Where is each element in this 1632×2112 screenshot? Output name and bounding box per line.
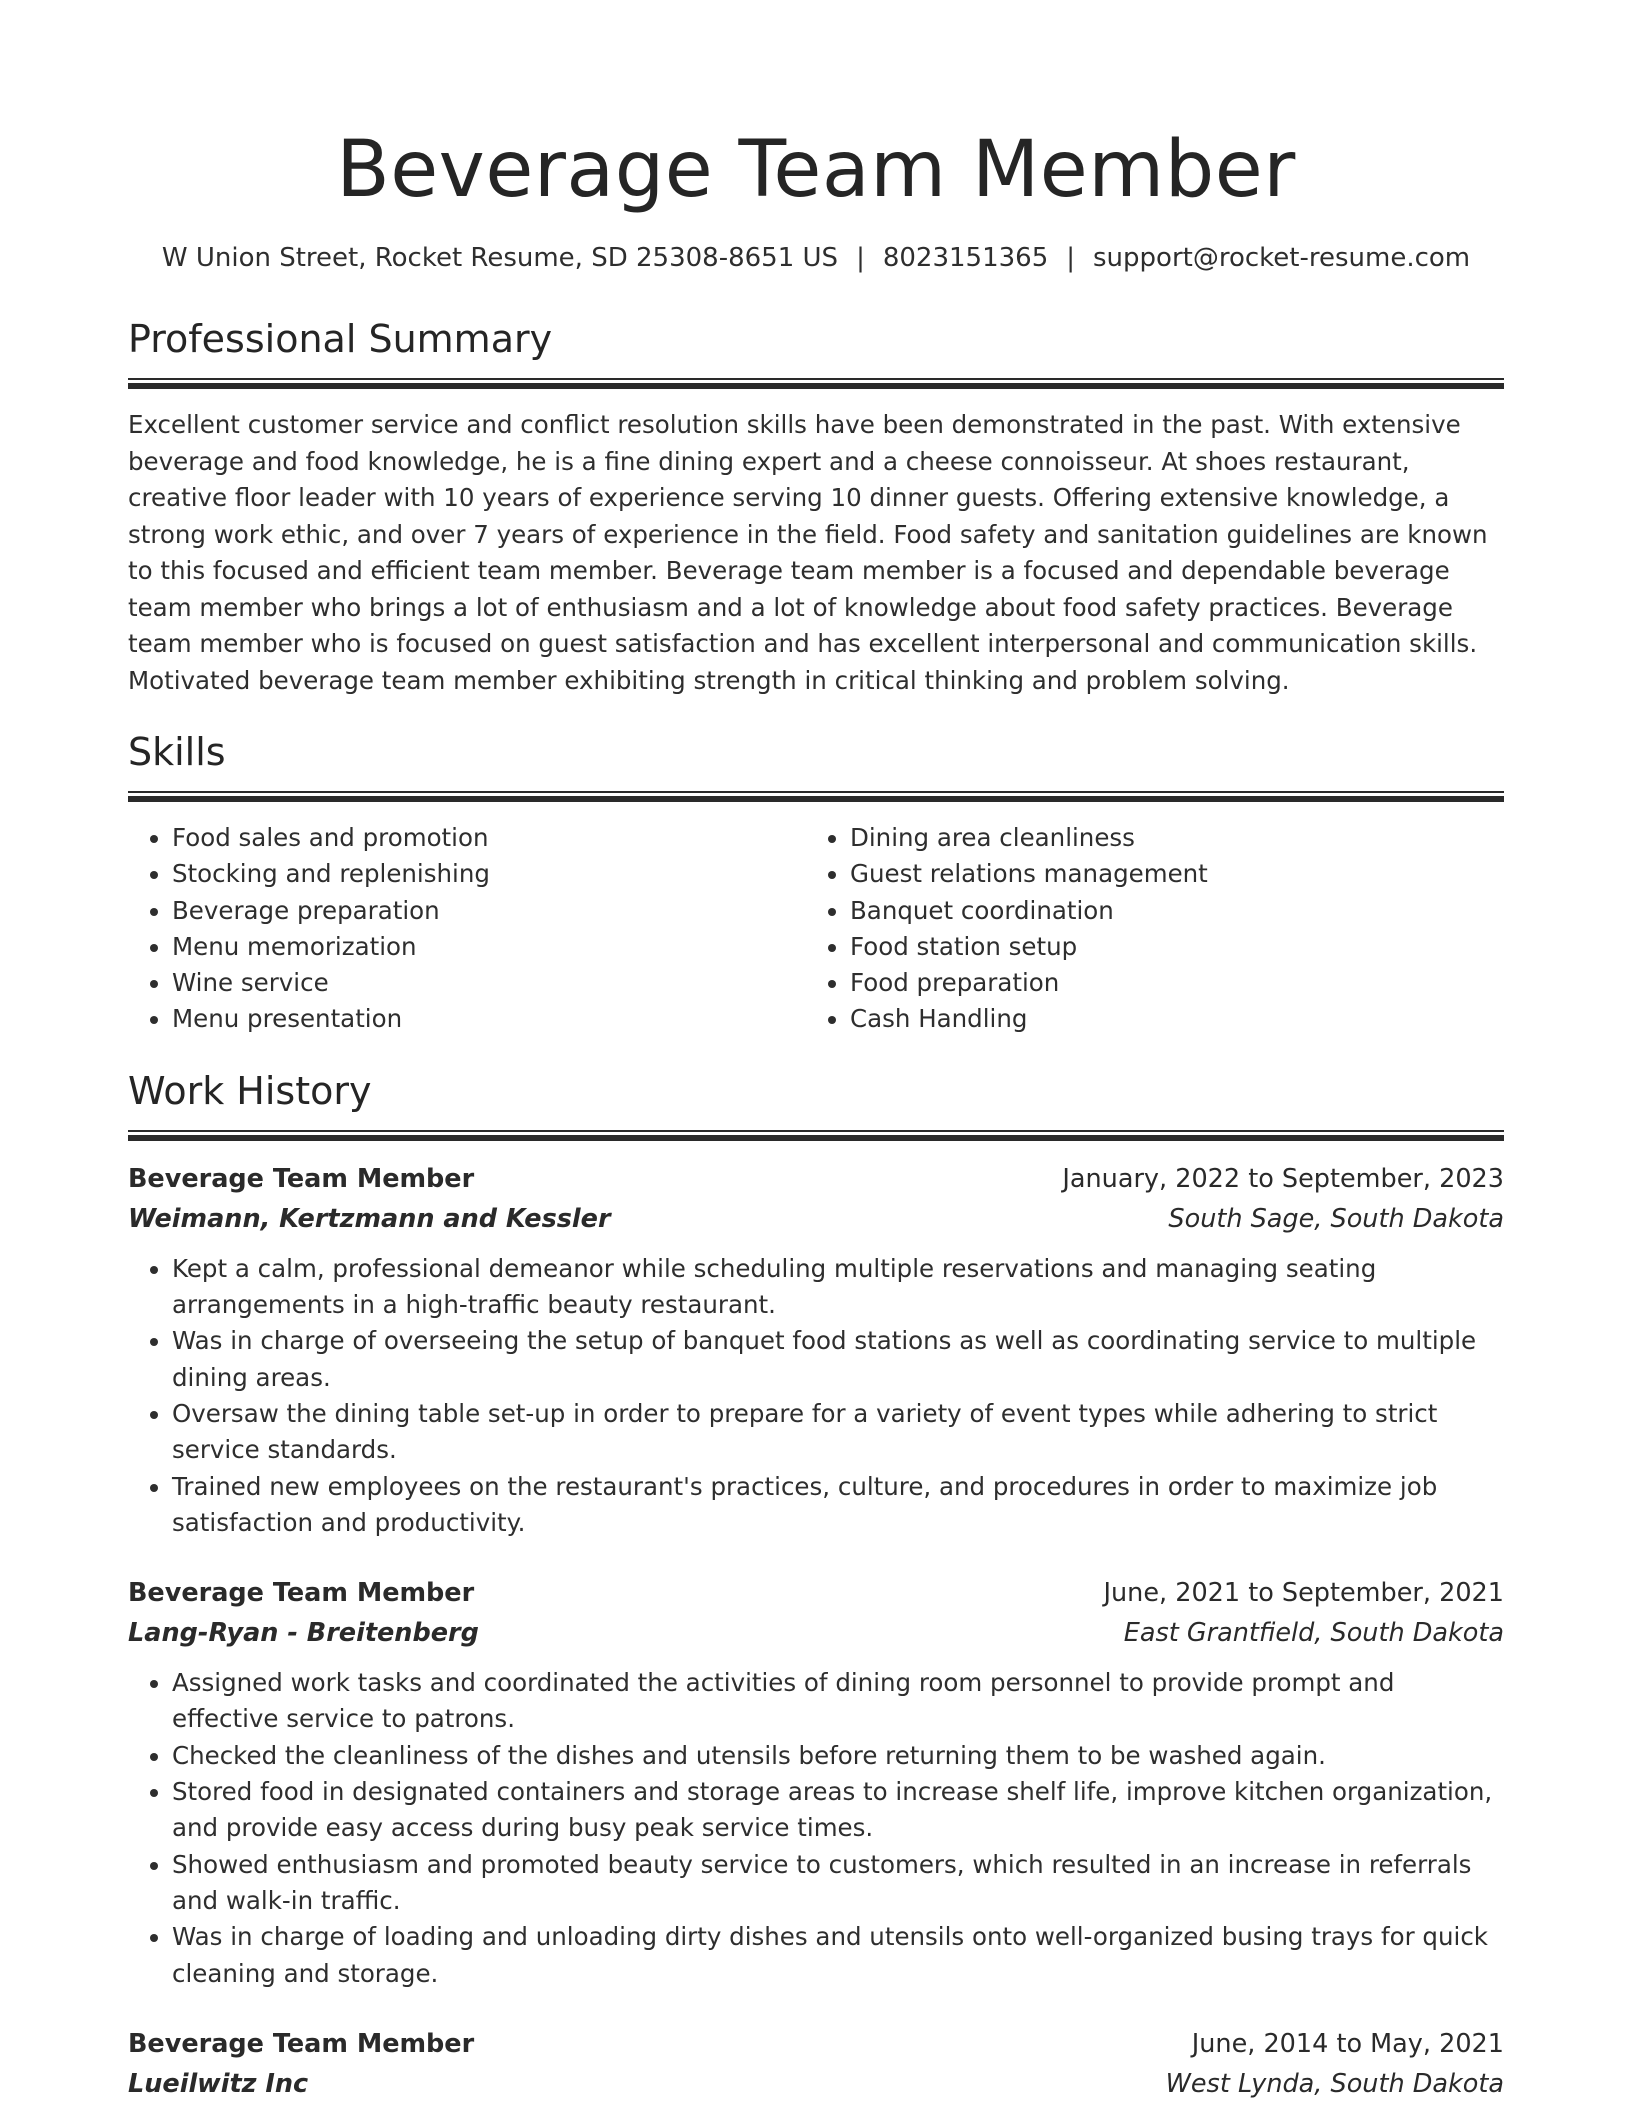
job-title: Beverage Team Member	[128, 1163, 475, 1194]
job-bullet: • Kept a calm, professional demeanor while scheduling multiple reservations and managing seating arrangements in a high-traffic beauty restaurant.	[172, 1251, 1504, 1324]
job-bullet: • Trained new employees on the restaurant's practices, culture, and procedures in order to maximize job satisfaction and productivity.	[172, 1469, 1504, 1542]
section-title-skills: Skills	[128, 730, 226, 774]
job-dates: June, 2021 to September, 2021	[1103, 1578, 1504, 1609]
job-company: Lueilwitz Inc	[128, 2068, 309, 2099]
job-header-row	[128, 1573, 1504, 1613]
job-header-row	[128, 1159, 1504, 1199]
skill-item: • Dining area cleanliness	[850, 820, 1484, 856]
skill-item: • Food sales and promotion	[172, 820, 806, 856]
skills-section	[128, 727, 1504, 1038]
skill-item: • Food preparation	[850, 965, 1484, 1001]
summary-text: Excellent customer service and conflict resolution skills have been demonstrated in the past. With extensive beverage and food knowledge, he is a fine dining expert and a cheese connoisseur. At shoes restaurant, creative floor leader with 10 years of experience serving 10 dinner guests. Offering extensive knowledge, a strong work ethic, and over 7 years of experience in the field. Food safety and sanitation guidelines are known to this focused and efficient team member. Beverage team member is a focused and dependable beverage team member who brings a lot of enthusiasm and a lot of knowledge about food safety practices. Beverage team member who is focused on guest satisfaction and has excellent interpersonal and communication skills. Motivated beverage team member exhibiting strength in critical thinking and problem solving.	[128, 410, 1488, 695]
candidate-name: Beverage Team Member	[336, 125, 1296, 215]
job-company: Lang-Ryan - Breitenberg	[128, 1618, 479, 1649]
section-title-professional-summary: Professional Summary	[128, 317, 553, 361]
skill-item: • Menu presentation	[172, 1001, 806, 1037]
work-history-section	[128, 1066, 1504, 2104]
skill-item: • Food station setup	[850, 929, 1484, 965]
job-bullet: • Showed enthusiasm and promoted beauty service to customers, which resulted in an increase in referrals and walk-in traffic.	[172, 1847, 1504, 1920]
section-title-work-history: Work History	[128, 1068, 372, 1113]
job-entry	[128, 2024, 1504, 2104]
skill-item: • Cash Handling	[850, 1001, 1484, 1037]
job-bullets	[128, 1665, 1504, 1992]
section-divider	[128, 791, 1504, 802]
job-location: West Lynda, South Dakota	[1165, 2068, 1504, 2099]
skills-columns	[128, 820, 1504, 1038]
job-dates: June, 2014 to May, 2021	[1191, 2028, 1504, 2059]
section-divider	[128, 378, 1504, 389]
contact-phone: 8023151365	[882, 243, 1049, 273]
job-location: South Sage, South Dakota	[1168, 1203, 1504, 1234]
job-bullet: • Assigned work tasks and coordinated the activities of dining room personnel to provide prompt and effective service to patrons.	[172, 1665, 1504, 1738]
job-bullet: • Checked the cleanliness of the dishes and utensils before returning them to be washed again.	[172, 1738, 1504, 1774]
job-bullets	[128, 1251, 1504, 1541]
contact-email: support@rocket-resume.com	[1093, 243, 1471, 273]
job-entry	[128, 1159, 1504, 1541]
resume-page	[128, 0, 1504, 2104]
section-divider	[128, 1130, 1504, 1141]
skills-list-left	[128, 820, 806, 1038]
job-company-row	[128, 1199, 1504, 1239]
contact-address: W Union Street, Rocket Resume, SD 25308-8651 US	[161, 243, 839, 273]
contact-line	[128, 242, 1504, 274]
skill-item: • Guest relations management	[850, 856, 1484, 892]
job-header-row	[128, 2024, 1504, 2064]
job-bullet: • Was in charge of overseeing the setup of banquet food stations as well as coordinating service to multiple dining areas.	[172, 1323, 1504, 1396]
job-company: Weimann, Kertzmann and Kessler	[128, 1203, 611, 1234]
skills-list-right	[806, 820, 1484, 1038]
job-bullet: • Was in charge of loading and unloading dirty dishes and utensils onto well-organized busing trays for quick cleaning and storage.	[172, 1919, 1504, 1992]
job-company-row	[128, 1613, 1504, 1653]
job-title: Beverage Team Member	[128, 2028, 475, 2059]
job-entry	[128, 1573, 1504, 1992]
job-title: Beverage Team Member	[128, 1578, 475, 1609]
professional-summary-section	[128, 314, 1504, 699]
skill-item: • Stocking and replenishing	[172, 856, 806, 892]
contact-separator: |	[1066, 243, 1076, 273]
job-company-row	[128, 2064, 1504, 2104]
skill-item: • Menu memorization	[172, 929, 806, 965]
job-location: East Grantfield, South Dakota	[1123, 1618, 1504, 1649]
job-bullet: • Oversaw the dining table set-up in order to prepare for a variety of event types while adhering to strict service standards.	[172, 1396, 1504, 1469]
contact-separator: |	[856, 243, 865, 273]
skill-item: • Banquet coordination	[850, 893, 1484, 929]
job-dates: January, 2022 to September, 2023	[1062, 1163, 1504, 1194]
skill-item: • Wine service	[172, 965, 806, 1001]
job-bullet: • Stored food in designated containers and storage areas to increase shelf life, improve kitchen organization, and provide easy access during busy peak service times.	[172, 1774, 1504, 1847]
skill-item: • Beverage preparation	[172, 893, 806, 929]
